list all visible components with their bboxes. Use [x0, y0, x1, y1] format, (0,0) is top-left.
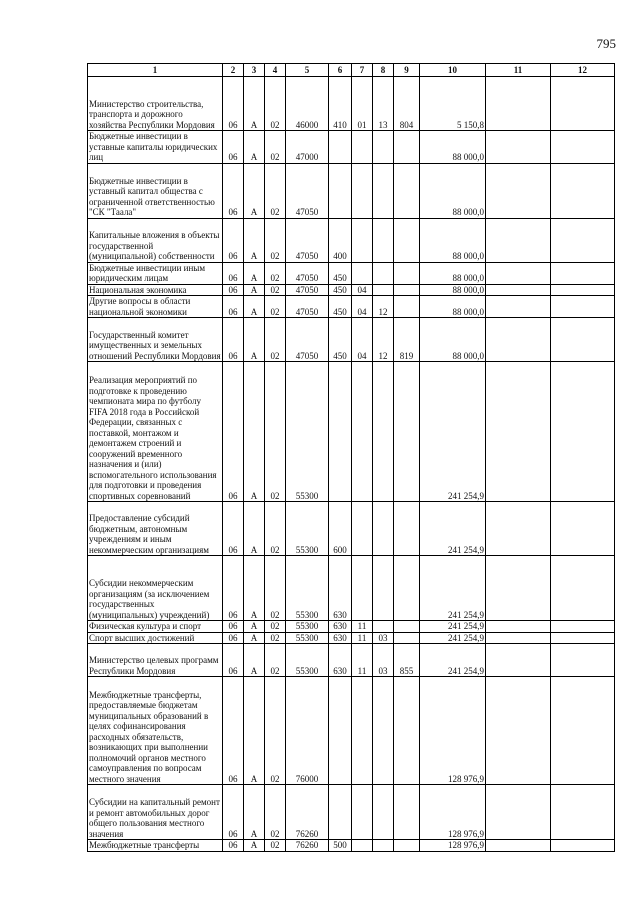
cell-c11 — [486, 840, 551, 852]
cell-c8 — [373, 556, 394, 621]
cell-c6: 450 — [329, 296, 352, 318]
cell-c3: А — [244, 362, 265, 502]
cell-c7: 04 — [352, 284, 373, 296]
cell-c9 — [394, 785, 420, 840]
row-name: Реализация мероприятий по подготовке к проведению чемпионата мира по футболу FIFA 2018 года в Российской Федерации, связанных с поставкой, монтажом и демонтажем строений и сооружений временного назначения и (или) вспомогательного использования для подготовки и проведения спортивных соревнований — [88, 362, 223, 502]
cell-c12 — [551, 644, 615, 677]
cell-c4: 02 — [265, 502, 286, 556]
column-header: 5 — [286, 64, 329, 77]
cell-c11 — [486, 632, 551, 644]
cell-c6: 630 — [329, 644, 352, 677]
cell-c7 — [352, 502, 373, 556]
row-name: Субсидии некоммерческим организациям (за исключением государственных (муниципальных) учреждений) — [88, 556, 223, 621]
cell-c8: 13 — [373, 77, 394, 131]
cell-c12 — [551, 284, 615, 296]
cell-amount: 88 000,0 — [420, 131, 486, 164]
cell-c11 — [486, 502, 551, 556]
column-header: 7 — [352, 64, 373, 77]
column-header: 9 — [394, 64, 420, 77]
cell-c11 — [486, 785, 551, 840]
cell-amount: 88 000,0 — [420, 296, 486, 318]
cell-c7 — [352, 218, 373, 262]
cell-c8 — [373, 262, 394, 284]
cell-amount: 241 254,9 — [420, 644, 486, 677]
cell-c7 — [352, 131, 373, 164]
cell-c5: 76260 — [286, 785, 329, 840]
cell-c9 — [394, 840, 420, 852]
cell-c8: 12 — [373, 296, 394, 318]
column-header: 4 — [265, 64, 286, 77]
cell-c4: 02 — [265, 785, 286, 840]
cell-c3: А — [244, 218, 265, 262]
cell-c5: 47050 — [286, 163, 329, 218]
cell-c6: 630 — [329, 556, 352, 621]
cell-c12 — [551, 262, 615, 284]
table-row — [88, 556, 615, 621]
cell-c7 — [352, 785, 373, 840]
cell-c2: 06 — [223, 296, 244, 318]
cell-c3: А — [244, 556, 265, 621]
cell-c9 — [394, 502, 420, 556]
table-row — [88, 163, 615, 218]
cell-c4: 02 — [265, 262, 286, 284]
table-row — [88, 632, 615, 644]
cell-c3: А — [244, 296, 265, 318]
cell-c6 — [329, 362, 352, 502]
row-name: Предоставление субсидий бюджетным, автономным учреждениям и иным некоммерческим организациям — [88, 502, 223, 556]
cell-c3: А — [244, 318, 265, 362]
cell-c11 — [486, 77, 551, 131]
cell-c12 — [551, 677, 615, 785]
cell-c4: 02 — [265, 840, 286, 852]
cell-c12 — [551, 621, 615, 633]
cell-c9 — [394, 296, 420, 318]
cell-c12 — [551, 218, 615, 262]
row-name: Бюджетные инвестиции иным юридическим лицам — [88, 262, 223, 284]
cell-c8 — [373, 502, 394, 556]
cell-c6: 600 — [329, 502, 352, 556]
cell-c6: 500 — [329, 840, 352, 852]
row-name: Межбюджетные трансферты, предоставляемые бюджетам муниципальных образований в целях софинансирования расходных обязательств, возникающих при выполнении полномочий органов местного самоуправления по вопросам местного значения — [88, 677, 223, 785]
cell-c9: 819 — [394, 318, 420, 362]
cell-c4: 02 — [265, 296, 286, 318]
cell-c11 — [486, 318, 551, 362]
table-row — [88, 840, 615, 852]
column-header: 12 — [551, 64, 615, 77]
column-header: 2 — [223, 64, 244, 77]
cell-c12 — [551, 318, 615, 362]
row-name: Капитальные вложения в объекты государственной (муниципальной) собственности — [88, 218, 223, 262]
cell-c12 — [551, 556, 615, 621]
cell-c2: 06 — [223, 632, 244, 644]
row-name: Национальная экономика — [88, 284, 223, 296]
table-row — [88, 77, 615, 131]
column-header: 3 — [244, 64, 265, 77]
cell-amount: 128 976,9 — [420, 840, 486, 852]
table-row — [88, 362, 615, 502]
row-name: Министерство целевых программ Республики Мордовия — [88, 644, 223, 677]
cell-c6: 450 — [329, 262, 352, 284]
cell-c9 — [394, 218, 420, 262]
cell-c11 — [486, 644, 551, 677]
cell-c4: 02 — [265, 644, 286, 677]
cell-c2: 06 — [223, 218, 244, 262]
cell-c7: 11 — [352, 621, 373, 633]
row-name: Бюджетные инвестиции в уставные капиталы юридических лиц — [88, 131, 223, 164]
column-header: 6 — [329, 64, 352, 77]
budget-table — [87, 63, 615, 852]
cell-c6: 450 — [329, 284, 352, 296]
cell-c5: 55300 — [286, 362, 329, 502]
row-name: Другие вопросы в области национальной экономики — [88, 296, 223, 318]
cell-c12 — [551, 840, 615, 852]
cell-c6 — [329, 131, 352, 164]
cell-amount: 241 254,9 — [420, 621, 486, 633]
cell-c3: А — [244, 284, 265, 296]
cell-c3: А — [244, 621, 265, 633]
table-row — [88, 502, 615, 556]
cell-c9 — [394, 262, 420, 284]
cell-c2: 06 — [223, 502, 244, 556]
cell-c5: 76260 — [286, 840, 329, 852]
column-header: 8 — [373, 64, 394, 77]
cell-amount: 88 000,0 — [420, 262, 486, 284]
page-number: 795 — [596, 36, 616, 51]
cell-c9 — [394, 362, 420, 502]
cell-c12 — [551, 502, 615, 556]
cell-amount: 88 000,0 — [420, 163, 486, 218]
cell-c2: 06 — [223, 284, 244, 296]
cell-c8 — [373, 218, 394, 262]
cell-c11 — [486, 131, 551, 164]
cell-c7 — [352, 362, 373, 502]
cell-c7 — [352, 262, 373, 284]
cell-c5: 46000 — [286, 77, 329, 131]
cell-c11 — [486, 677, 551, 785]
cell-c8: 03 — [373, 632, 394, 644]
cell-c7: 11 — [352, 632, 373, 644]
table-row — [88, 318, 615, 362]
table-row — [88, 644, 615, 677]
cell-amount: 128 976,9 — [420, 785, 486, 840]
header-row — [88, 64, 615, 77]
cell-c8: 03 — [373, 644, 394, 677]
cell-c5: 55300 — [286, 644, 329, 677]
cell-c4: 02 — [265, 318, 286, 362]
cell-c5: 47050 — [286, 284, 329, 296]
cell-c6: 630 — [329, 632, 352, 644]
cell-c8 — [373, 163, 394, 218]
row-name: Бюджетные инвестиции в уставный капитал общества с ограниченной ответственностью "СК "Таала" — [88, 163, 223, 218]
cell-c11 — [486, 362, 551, 502]
cell-c3: А — [244, 77, 265, 131]
cell-c5: 47050 — [286, 296, 329, 318]
cell-c8 — [373, 785, 394, 840]
cell-c5: 47050 — [286, 318, 329, 362]
row-name: Спорт высших достижений — [88, 632, 223, 644]
cell-c11 — [486, 556, 551, 621]
cell-c4: 02 — [265, 677, 286, 785]
table-row — [88, 785, 615, 840]
cell-c12 — [551, 163, 615, 218]
cell-c9 — [394, 556, 420, 621]
cell-c9 — [394, 131, 420, 164]
cell-c3: А — [244, 840, 265, 852]
row-name: Субсидии на капитальный ремонт и ремонт автомобильных дорог общего пользования местного значения — [88, 785, 223, 840]
cell-c4: 02 — [265, 131, 286, 164]
cell-c2: 06 — [223, 840, 244, 852]
table-row — [88, 131, 615, 164]
cell-c2: 06 — [223, 318, 244, 362]
cell-c11 — [486, 284, 551, 296]
cell-c4: 02 — [265, 218, 286, 262]
cell-amount: 241 254,9 — [420, 632, 486, 644]
cell-c2: 06 — [223, 785, 244, 840]
cell-c11 — [486, 262, 551, 284]
cell-c6: 630 — [329, 621, 352, 633]
cell-c8 — [373, 131, 394, 164]
cell-c2: 06 — [223, 556, 244, 621]
row-name: Министерство строительства, транспорта и дорожного хозяйства Республики Мордовия — [88, 77, 223, 131]
cell-c12 — [551, 785, 615, 840]
cell-c9 — [394, 621, 420, 633]
cell-c5: 47050 — [286, 262, 329, 284]
cell-amount: 88 000,0 — [420, 318, 486, 362]
cell-c2: 06 — [223, 677, 244, 785]
cell-c8 — [373, 677, 394, 785]
cell-c3: А — [244, 644, 265, 677]
cell-c5: 76000 — [286, 677, 329, 785]
cell-c11 — [486, 163, 551, 218]
cell-c12 — [551, 77, 615, 131]
cell-amount: 241 254,9 — [420, 362, 486, 502]
cell-amount: 88 000,0 — [420, 284, 486, 296]
cell-c8 — [373, 621, 394, 633]
cell-c5: 55300 — [286, 632, 329, 644]
row-name: Физическая культура и спорт — [88, 621, 223, 633]
column-header: 10 — [420, 64, 486, 77]
column-header: 1 — [88, 64, 223, 77]
cell-c9 — [394, 632, 420, 644]
table-row — [88, 284, 615, 296]
cell-c11 — [486, 296, 551, 318]
table-row — [88, 262, 615, 284]
cell-c3: А — [244, 163, 265, 218]
column-header: 11 — [486, 64, 551, 77]
cell-c2: 06 — [223, 163, 244, 218]
cell-c12 — [551, 632, 615, 644]
cell-c8: 12 — [373, 318, 394, 362]
cell-c5: 47000 — [286, 131, 329, 164]
cell-c5: 47050 — [286, 218, 329, 262]
cell-c7: 11 — [352, 644, 373, 677]
cell-c9 — [394, 677, 420, 785]
cell-c8 — [373, 284, 394, 296]
cell-amount: 5 150,8 — [420, 77, 486, 131]
cell-c3: А — [244, 677, 265, 785]
cell-c7 — [352, 840, 373, 852]
cell-c3: А — [244, 131, 265, 164]
cell-c9 — [394, 163, 420, 218]
cell-c2: 06 — [223, 77, 244, 131]
row-name: Государственный комитет имущественных и земельных отношений Республики Мордовия — [88, 318, 223, 362]
cell-c3: А — [244, 502, 265, 556]
cell-c8 — [373, 362, 394, 502]
cell-c4: 02 — [265, 77, 286, 131]
cell-amount: 88 000,0 — [420, 218, 486, 262]
cell-c12 — [551, 296, 615, 318]
cell-c2: 06 — [223, 644, 244, 677]
cell-amount: 241 254,9 — [420, 556, 486, 621]
cell-c6 — [329, 677, 352, 785]
cell-c3: А — [244, 262, 265, 284]
cell-c8 — [373, 840, 394, 852]
cell-c7: 04 — [352, 296, 373, 318]
cell-c7 — [352, 556, 373, 621]
cell-c4: 02 — [265, 632, 286, 644]
cell-c5: 55300 — [286, 556, 329, 621]
cell-c6 — [329, 785, 352, 840]
table-row — [88, 677, 615, 785]
table-row — [88, 621, 615, 633]
cell-c4: 02 — [265, 362, 286, 502]
cell-c5: 55300 — [286, 502, 329, 556]
cell-c2: 06 — [223, 621, 244, 633]
cell-c4: 02 — [265, 621, 286, 633]
cell-c6: 450 — [329, 318, 352, 362]
cell-c4: 02 — [265, 163, 286, 218]
cell-c6: 400 — [329, 218, 352, 262]
cell-c7 — [352, 163, 373, 218]
cell-c4: 02 — [265, 284, 286, 296]
table-row — [88, 218, 615, 262]
cell-c6 — [329, 163, 352, 218]
cell-c7 — [352, 677, 373, 785]
cell-c3: А — [244, 632, 265, 644]
cell-amount: 128 976,9 — [420, 677, 486, 785]
cell-c5: 55300 — [286, 621, 329, 633]
cell-c4: 02 — [265, 556, 286, 621]
cell-c2: 06 — [223, 262, 244, 284]
cell-c9 — [394, 284, 420, 296]
cell-c12 — [551, 362, 615, 502]
cell-c2: 06 — [223, 362, 244, 502]
cell-c11 — [486, 621, 551, 633]
cell-c3: А — [244, 785, 265, 840]
table-row — [88, 296, 615, 318]
row-name: Межбюджетные трансферты — [88, 840, 223, 852]
cell-c2: 06 — [223, 131, 244, 164]
cell-c9: 804 — [394, 77, 420, 131]
cell-c12 — [551, 131, 615, 164]
cell-c11 — [486, 218, 551, 262]
cell-c9: 855 — [394, 644, 420, 677]
cell-c7: 01 — [352, 77, 373, 131]
cell-c7: 04 — [352, 318, 373, 362]
cell-amount: 241 254,9 — [420, 502, 486, 556]
cell-c6: 410 — [329, 77, 352, 131]
